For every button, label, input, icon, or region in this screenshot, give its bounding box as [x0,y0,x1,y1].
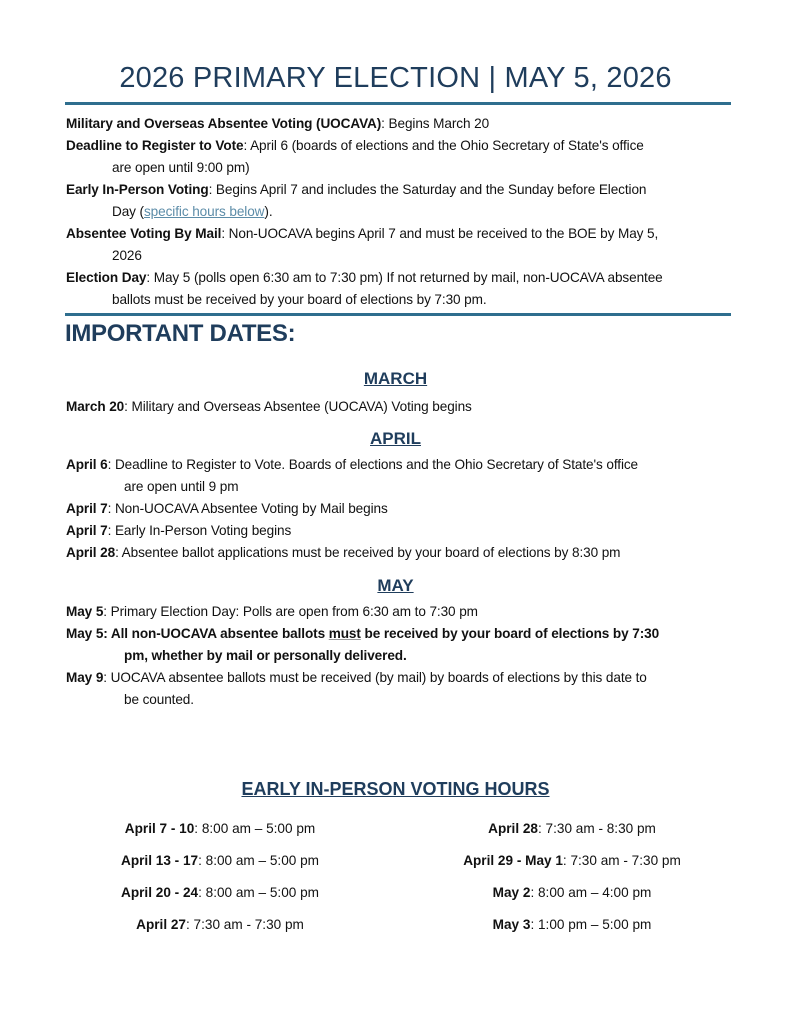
date-text-continued: be counted. [124,692,194,707]
text-fragment: Day ( [112,204,144,219]
summary-text: : Begins March 20 [381,116,490,131]
summary-text: : Non-UOCAVA begins April 7 and must be received to the BOE by May 5, [221,226,659,241]
date-label: April 28 [66,545,116,560]
summary-register-deadline [66,135,734,179]
hours-time: : 8:00 am – 5:00 pm [198,853,319,868]
date-text: : Primary Election Day: Polls are open from 6:30 am to 7:30 pm [103,604,478,619]
date-row [66,498,736,520]
hours-date: April 20 - 24 [121,885,199,900]
date-label: April 7 [66,501,108,516]
summary-uocava [66,113,734,135]
hours-row [392,847,752,879]
summary-text: : April 6 (boards of elections and the Ohio Secretary of State's office [243,138,644,153]
summary-text-continued: ballots must be received by your board of elections by 7:30 pm. [112,292,487,307]
date-text: : Early In-Person Voting begins [107,523,292,538]
hours-row [40,911,400,943]
date-label: May 5 [66,604,104,619]
hours-row [40,815,400,847]
hours-date: April 27 [136,917,186,932]
date-row [66,520,736,542]
summary-label: Deadline to Register to Vote [66,138,244,153]
hours-time: : 8:00 am – 5:00 pm [194,821,316,836]
april-dates [66,454,736,564]
date-text: : All non-UOCAVA absentee ballots [103,626,329,641]
hours-time: : 7:30 am - 8:30 pm [538,821,656,836]
summary-text-continued: 2026 [112,248,142,263]
hours-date: May 3 [492,917,531,932]
date-text: : Non-UOCAVA Absentee Voting by Mail begins [107,501,388,516]
date-text-continued: are open until 9 pm [124,479,239,494]
date-label: April 7 [66,523,108,538]
summary-block [66,113,734,311]
hours-time: : 1:00 pm – 5:00 pm [530,917,652,932]
summary-early-voting [66,179,734,223]
date-row [66,667,736,711]
date-label: March 20 [66,399,125,414]
voting-hours-left-column [40,815,400,943]
page-title: 2026 PRIMARY ELECTION | MAY 5, 2026 [119,62,672,94]
date-row [66,542,736,564]
hours-row [392,911,752,943]
summary-label: Early In-Person Voting [66,182,209,197]
voting-hours-heading: EARLY IN-PERSON VOTING HOURS [241,779,550,799]
hours-time: : 7:30 am - 7:30 pm [562,853,681,868]
hours-row [40,847,400,879]
date-text: : Absentee ballot applications must be received by your board of elections by 8:30 pm [115,545,621,560]
summary-text: : May 5 (polls open 6:30 am to 7:30 pm) If not returned by mail, non-UOCAVA absentee [146,270,663,285]
date-text: : Deadline to Register to Vote. Boards of elections and the Ohio Secretary of State's office [107,457,639,472]
hours-date: April 7 - 10 [124,821,195,836]
month-heading-may: MAY [377,576,414,595]
date-text: be received by your board of elections by 7:30 [360,626,660,641]
date-label: May 9 [66,670,104,685]
date-label: April 6 [66,457,108,472]
summary-text: : Begins April 7 and includes the Saturday and the Sunday before Election [208,182,647,197]
top-divider [65,102,731,105]
summary-text-continued: are open until 9:00 pm) [112,160,250,175]
bottom-divider [65,313,731,316]
month-heading-april: APRIL [370,429,421,448]
date-text: : Military and Overseas Absentee (UOCAVA) Voting begins [124,399,472,414]
summary-label: Military and Overseas Absentee Voting (UOCAVA) [66,116,382,131]
summary-absentee-mail [66,223,734,267]
date-label: May 5 [66,626,104,641]
hours-time: : 8:00 am – 4:00 pm [530,885,652,900]
date-row [66,601,736,623]
date-row-emphasized [66,623,736,667]
hours-row [40,879,400,911]
date-text-continued: pm, whether by mail or personally delivered. [124,648,407,663]
hours-date: April 29 - May 1 [463,853,563,868]
summary-election-day [66,267,734,311]
voting-hours-right-column [392,815,752,943]
hours-time: : 7:30 am - 7:30 pm [186,917,304,932]
text-fragment: ). [264,204,273,219]
specific-hours-link[interactable]: specific hours below [143,204,265,219]
date-row [66,396,736,418]
hours-row [392,815,752,847]
emphasis-must: must [328,626,361,641]
march-dates [66,396,736,418]
hours-row [392,879,752,911]
may-dates [66,601,736,711]
summary-label: Absentee Voting By Mail [66,226,222,241]
date-text: : UOCAVA absentee ballots must be received (by mail) by boards of elections by this date to [103,670,647,685]
hours-date: April 28 [488,821,538,836]
hours-time: : 8:00 am – 5:00 pm [198,885,319,900]
summary-label: Election Day [66,270,147,285]
important-dates-heading: IMPORTANT DATES: [65,320,296,347]
date-row [66,454,736,498]
hours-date: May 2 [492,885,531,900]
month-heading-march: MARCH [363,369,428,388]
hours-date: April 13 - 17 [121,853,199,868]
summary-text-continued [66,201,734,223]
